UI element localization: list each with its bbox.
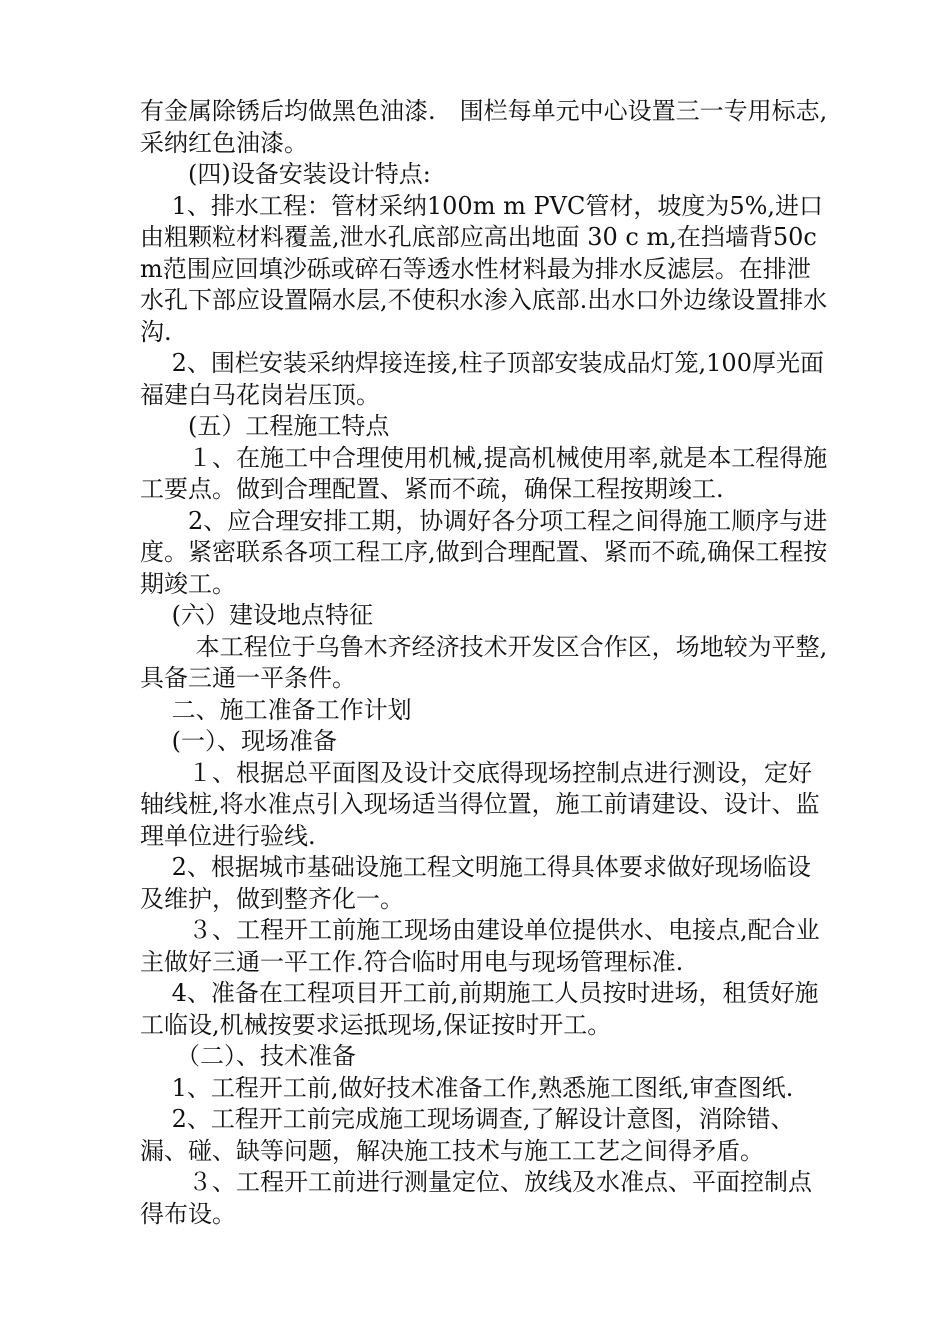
section-heading-construction-features: (五）工程施工特点 — [140, 412, 390, 440]
paragraph-machinery: １、在施工中合理使用机械,提高机械使用率,就是本工程得施工要点。做到合理配置、紧而不疏，确保工程按期竣工. — [140, 443, 828, 503]
paragraph-water-power: ３、工程开工前施工现场由建设单位提供水、电接点,配合业主做好三通一平工作.符合临时用电与现场管理标准. — [140, 916, 820, 976]
paragraph-railing-paint: 有金属除锈后均做黑色油漆. 围栏每单元中心设置三一专用标志,采纳红色油漆。 — [140, 97, 828, 157]
section-heading-site-features: (六）建设地点特征 — [140, 601, 373, 629]
section-heading-equipment-install: (四)设备安装设计特点: — [140, 160, 431, 188]
paragraph-railing-install: 2、围栏安装采纳焊接连接,柱子顶部安装成品灯笼,100厚光面福建白马花岗岩压顶。 — [140, 349, 824, 409]
paragraph-positioning: ３、工程开工前进行测量定位、放线及水准点、平面控制点得布设。 — [140, 1168, 812, 1228]
paragraph-personnel-entry: 4、准备在工程项目开工前,前期施工人员按时进场，租赁好施工临设,机械按要求运抵现场,保证按时开工。 — [140, 979, 819, 1039]
paragraph-survey-control: １、根据总平面图及设计交底得现场控制点进行测设，定好轴线桩,将水准点引入现场适当得位置，施工前请建设、设计、监理单位进行验线. — [140, 758, 820, 850]
paragraph-drawing-review: 1、工程开工前,做好技术准备工作,熟悉施工图纸,审查图纸. — [140, 1073, 794, 1102]
section-heading-preparation-plan: 二、施工准备工作计划 — [140, 695, 412, 724]
paragraph-schedule: 2、应合理安排工期，协调好各分项工程之间得施工顺序与进度。紧密联系各项工程工序,做到合理配置、紧而不疏,确保工程按期竣工。 — [140, 506, 828, 598]
paragraph-civilized-construction: 2、根据城市基础设施工程文明施工得具体要求做好现场临设及维护，做到整齐化一。 — [140, 853, 811, 913]
subsection-heading-site-preparation: (一）、现场准备 — [140, 727, 337, 755]
document-body — [140, 96, 830, 1230]
paragraph-site-location: 本工程位于乌鲁木齐经济技术开发区合作区，场地较为平整,具备三通一平条件。 — [140, 632, 828, 692]
paragraph-drainage: 1、排水工程：管材采纳100m m PVC管材，坡度为5%,进口由粗颗粒材料覆盖,泄水孔底部应高出地面 30 c m,在挡墙背50c m范围应回填沙砾或碎石等透水性材料最为排水反滤层。在排泄水孔下部应设置隔水层,不使积水渗入底部.出水口外边缘设置排水沟. — [140, 191, 828, 346]
subsection-heading-technical-preparation: （二）、技术准备 — [140, 1042, 356, 1070]
paragraph-site-survey: 2、工程开工前完成施工现场调查,了解设计意图，消除错、漏、碰、缺等问题，解决施工技术与施工工艺之间得矛盾。 — [140, 1105, 795, 1165]
